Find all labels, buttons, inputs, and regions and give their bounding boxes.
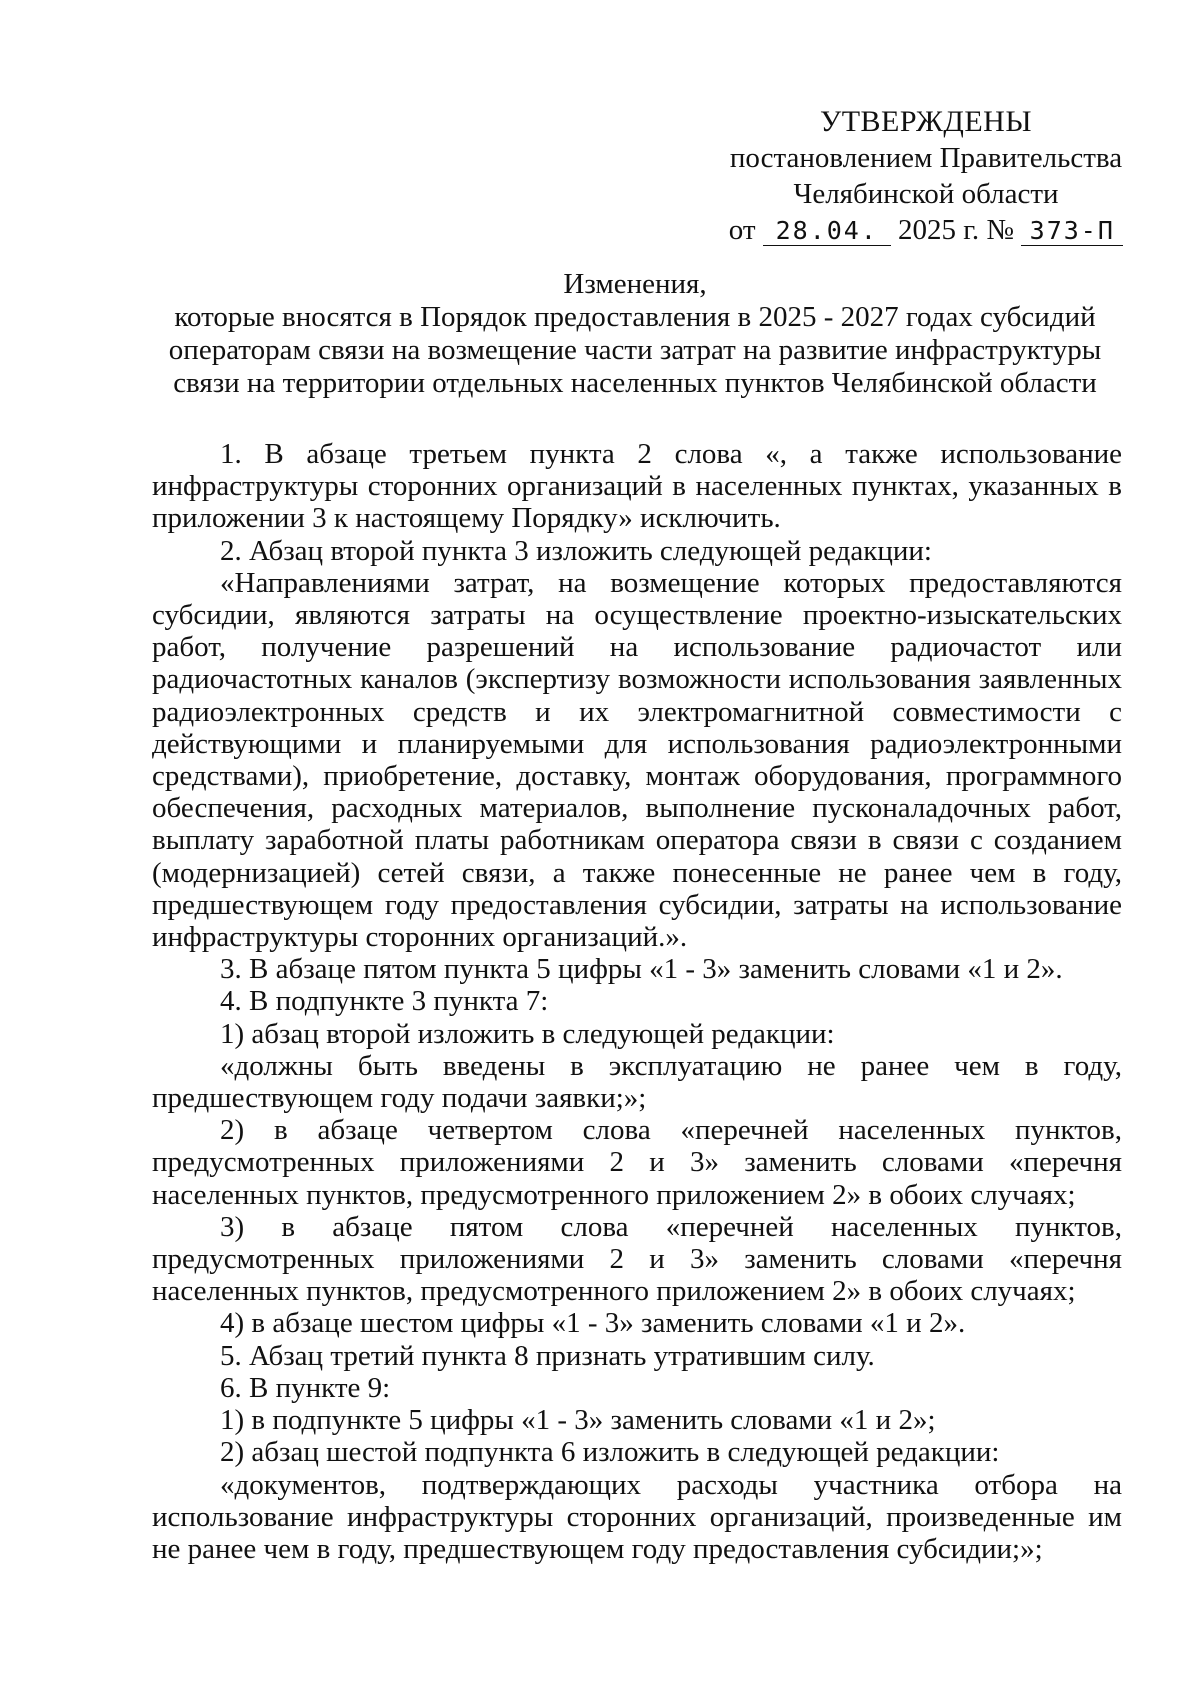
paragraph-2: 2. Абзац второй пункта 3 изложить следующей редакции: [220,534,932,567]
paragraph-8: 2) в абзаце четвертом слова «перечней населенных пунктов, предусмотренных приложениями 2 и 3» заменить словами «перечня населенных пунктов, предусмотренного приложением 2» в обоих случаях; [152,1114,1122,1211]
paragraph-14: 2) абзац шестой подпункта 6 изложить в следующей редакции: [220,1436,1000,1469]
handwritten-number: 373-П [1021,217,1123,246]
document-body [152,438,1122,1565]
paragraph-11: 5. Абзац третий пункта 8 признать утратившим силу. [220,1339,875,1372]
heading-line-1: которые вносятся в Порядок предоставления в 2025 - 2027 годах субсидий [174,301,1096,333]
paragraph-15: «документов, подтверждающих расходы участника отбора на использование инфраструктуры сторонних организаций, произведенные им не ранее чем в году, предшествующем году предоставления субсидии;»; [152,1468,1122,1565]
paragraph-1: 1. В абзаце третьем пункта 2 слова «, а также использование инфраструктуры сторонних организаций в населенных пунктах, указанных в приложении 3 к настоящему Порядку» исключить. [152,438,1122,535]
paragraph-5: 4. В подпункте 3 пункта 7: [220,985,549,1018]
paragraph-7: «должны быть введены в эксплуатацию не ранее чем в году, предшествующем году подачи заявки;»; [152,1049,1122,1115]
approval-block [716,104,1136,248]
paragraph-10: 4) в абзаце шестом цифры «1 - 3» заменить словами «1 и 2». [220,1307,966,1340]
document-heading [140,268,1130,400]
heading-title: Изменения, [563,268,707,300]
approval-line-1: постановлением Правительства [729,142,1123,174]
approval-line-2: Челябинской области [793,178,1059,210]
heading-line-3: связи на территории отдельных населенных пунктов Челябинской области [173,367,1097,399]
paragraph-12: 6. В пункте 9: [220,1371,391,1404]
paragraph-3: «Направлениями затрат, на возмещение которых предоставляются субсидии, являются затраты на осуществление проектно-изыскательских работ, получение разрешений на использование радиочастот или радиочастотных каналов (экспертизу возможности использования заявленных радиоэлектронных средств и их электромагнитной совместимости с действующими и планируемыми для использования радиоэлектронными средствами), приобретение, доставку, монтаж оборудования, программного обеспечения, расходных материалов, выполнение пусконаладочных работ, выплату заработной платы работникам оператора связи в связи с созданием (модернизацией) сетей связи, а также понесенные не ранее чем в году, предшествующем году предоставления субсидии, затраты на использование инфраструктуры сторонних организаций.». [152,566,1122,954]
paragraph-13: 1) в подпункте 5 цифры «1 - 3» заменить словами «1 и 2»; [220,1404,936,1437]
date-prefix: от [728,214,756,246]
heading-line-2: операторам связи на возмещение части затрат на развитие инфраструктуры [168,334,1102,366]
handwritten-date: 28.04. [763,217,891,246]
paragraph-9: 3) в абзаце пятом слова «перечней населенных пунктов, предусмотренных приложениями 2 и 3» заменить словами «перечня населенных пунктов, предусмотренного приложением 2» в обоих случаях; [152,1210,1122,1308]
paragraph-6: 1) абзац второй изложить в следующей редакции: [220,1017,835,1050]
approval-title: УТВЕРЖДЕНЫ [819,105,1033,138]
year-and-number-label: 2025 г. № [898,214,1015,246]
paragraph-4: 3. В абзаце пятом пункта 5 цифры «1 - 3» заменить словами «1 и 2». [220,953,1063,986]
approval-date-line [716,212,1136,248]
